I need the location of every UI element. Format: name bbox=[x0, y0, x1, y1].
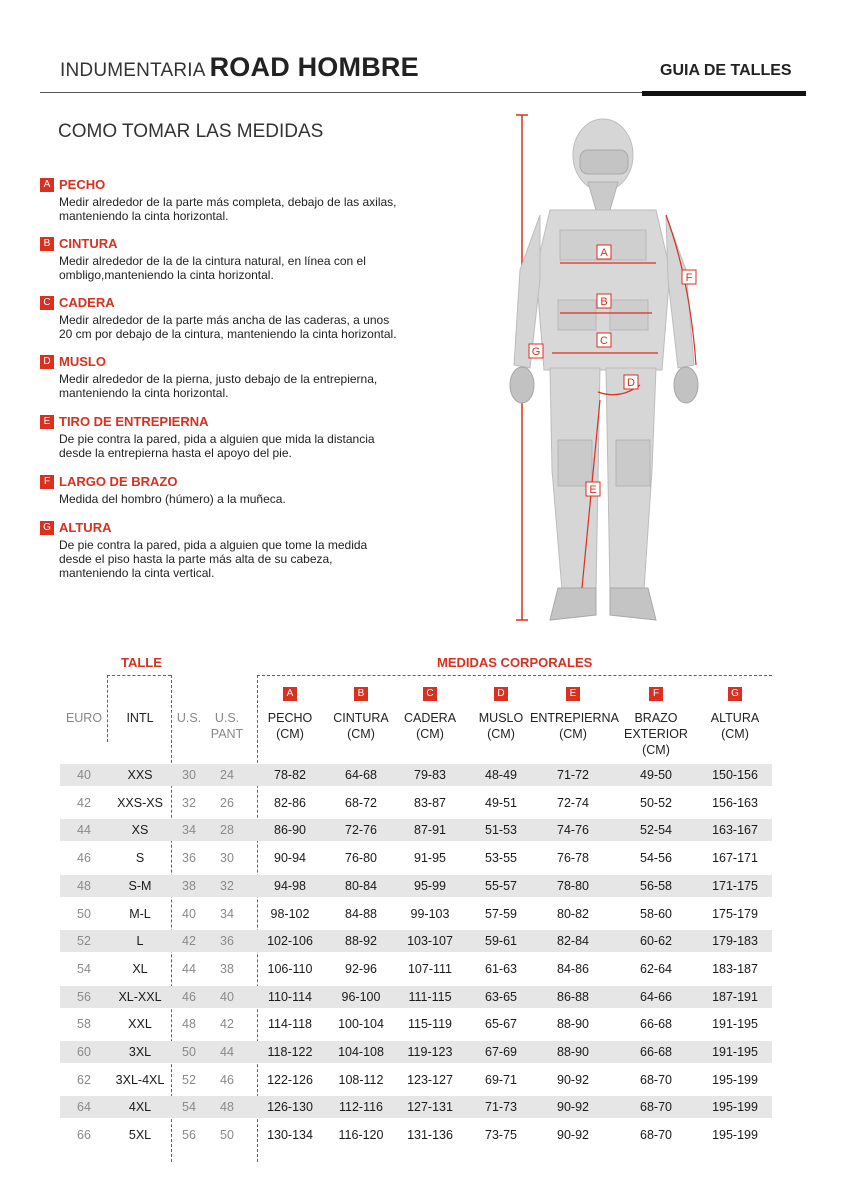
table-cell: 175-179 bbox=[712, 906, 758, 921]
table-cell: 102-106 bbox=[267, 934, 313, 949]
column-header: PECHO (CM) bbox=[267, 711, 313, 741]
column-header: CINTURA (CM) bbox=[333, 711, 389, 741]
measure-letter-badge: F bbox=[40, 475, 54, 489]
table-cell: 34 bbox=[220, 906, 234, 921]
measure-title: CINTURA bbox=[59, 236, 118, 251]
column-header: U.S. bbox=[176, 711, 202, 725]
column-letter-badge: B bbox=[354, 687, 368, 701]
table-cell: 88-92 bbox=[345, 934, 377, 949]
table-cell: 4XL bbox=[128, 1100, 152, 1115]
table-cell: 69-71 bbox=[485, 1072, 517, 1087]
table-cell: 60-62 bbox=[640, 934, 672, 949]
table-cell: 78-80 bbox=[557, 878, 589, 893]
page-title bbox=[60, 52, 419, 83]
table-cell: 112-116 bbox=[338, 1100, 384, 1115]
table-cell: 42 bbox=[182, 934, 196, 949]
divider-talle-top bbox=[107, 675, 171, 676]
table-cell: 71-73 bbox=[485, 1100, 517, 1115]
table-cell: 54-56 bbox=[640, 851, 672, 866]
table-cell: 44 bbox=[77, 823, 91, 838]
measure-description: Medir alrededor de la de la cintura natural, en línea con el ombligo,manteniendo la cinta horizontal. bbox=[59, 254, 366, 282]
table-cell: 3XL bbox=[128, 1045, 152, 1059]
table-cell: 62 bbox=[77, 1072, 91, 1087]
table-cell: 103-107 bbox=[407, 934, 453, 949]
table-cell: 61-63 bbox=[485, 961, 517, 976]
table-cell: 90-92 bbox=[557, 1100, 589, 1115]
table-cell: 130-134 bbox=[267, 1128, 313, 1143]
column-header: ENTREPIERNA (CM) bbox=[530, 711, 619, 741]
measure-description: Medir alrededor de la parte más ancha de las caderas, a unos 20 cm por debajo de la cintura, manteniendo la cinta horizontal. bbox=[59, 313, 397, 341]
table-row bbox=[60, 875, 772, 897]
table-cell: 52-54 bbox=[640, 823, 672, 838]
table-cell: L bbox=[136, 934, 144, 949]
table-row bbox=[60, 1041, 772, 1063]
table-cell: 40 bbox=[182, 906, 196, 921]
measure-description: Medir alrededor de la parte más completa, debajo de las axilas, manteniendo la cinta horizontal. bbox=[59, 195, 397, 223]
table-cell: 52 bbox=[77, 934, 91, 949]
figure-label-b: B bbox=[600, 296, 608, 308]
measure-heading bbox=[40, 354, 460, 369]
table-cell: 131-136 bbox=[407, 1128, 453, 1143]
table-cell: 123-127 bbox=[407, 1072, 453, 1087]
table-cell: 87-91 bbox=[414, 823, 446, 838]
table-cell: 187-191 bbox=[712, 989, 758, 1004]
table-cell: 58-60 bbox=[640, 906, 672, 921]
table-cell: 50-52 bbox=[640, 795, 672, 810]
table-cell: 115-119 bbox=[407, 1017, 453, 1032]
measure-heading bbox=[40, 177, 460, 192]
guide-label-bar bbox=[642, 91, 806, 96]
table-cell: 183-187 bbox=[712, 961, 758, 976]
table-row bbox=[60, 958, 772, 980]
guide-label: GUIA DE TALLES bbox=[660, 62, 792, 79]
table-cell: 60 bbox=[77, 1045, 91, 1059]
table-cell: 66-68 bbox=[640, 1017, 672, 1032]
table-cell: 38 bbox=[220, 961, 234, 976]
table-cell: 126-130 bbox=[267, 1100, 313, 1115]
rider-illustration bbox=[500, 110, 730, 635]
column-letter-badge: E bbox=[566, 687, 580, 701]
medidas-group-header: MEDIDAS CORPORALES bbox=[437, 655, 593, 670]
measure-title: LARGO DE BRAZO bbox=[59, 474, 178, 489]
title-light: INDUMENTARIA bbox=[60, 60, 206, 81]
measure-letter-badge: G bbox=[40, 521, 54, 535]
table-cell: XL bbox=[132, 961, 148, 976]
table-cell: 36 bbox=[182, 851, 196, 866]
table-cell: 62-64 bbox=[640, 961, 672, 976]
table-cell: 68-72 bbox=[345, 795, 377, 810]
table-cell: 116-120 bbox=[338, 1128, 384, 1143]
table-cell: XL-XXL bbox=[118, 989, 162, 1004]
table-cell: 54 bbox=[182, 1100, 196, 1115]
table-cell: 49-51 bbox=[485, 795, 517, 810]
table-cell: 82-86 bbox=[274, 795, 306, 810]
table-cell: 36 bbox=[220, 934, 234, 949]
measure-description: Medida del hombro (húmero) a la muñeca. bbox=[59, 492, 286, 506]
table-cell: 30 bbox=[182, 768, 196, 782]
table-cell: 56 bbox=[182, 1128, 196, 1143]
table-cell: 32 bbox=[220, 878, 234, 893]
measure-item bbox=[40, 236, 460, 282]
table-cell: 195-199 bbox=[712, 1072, 758, 1087]
table-cell: 66-68 bbox=[640, 1045, 672, 1059]
table-cell: S bbox=[135, 851, 145, 866]
table-cell: 58 bbox=[77, 1017, 91, 1032]
figure-label-a: A bbox=[600, 247, 608, 259]
column-letter-badge: D bbox=[494, 687, 508, 701]
table-cell: 86-88 bbox=[557, 989, 589, 1004]
table-cell: 5XL bbox=[128, 1128, 152, 1143]
table-cell: 66 bbox=[77, 1128, 91, 1143]
table-cell: 195-199 bbox=[712, 1128, 758, 1143]
table-cell: S-M bbox=[128, 878, 152, 893]
measure-item bbox=[40, 295, 460, 341]
column-header: EURO bbox=[65, 711, 103, 725]
table-row bbox=[60, 847, 772, 869]
table-cell: 48 bbox=[182, 1017, 196, 1032]
table-cell: 3XL-4XL bbox=[115, 1072, 165, 1087]
measure-title: MUSLO bbox=[59, 354, 106, 369]
table-cell: 42 bbox=[77, 795, 91, 810]
column-letter-badge: F bbox=[649, 687, 663, 701]
table-cell: 108-112 bbox=[338, 1072, 384, 1087]
table-cell: 84-88 bbox=[345, 906, 377, 921]
column-letter-badge: C bbox=[423, 687, 437, 701]
table-cell: 88-90 bbox=[557, 1045, 589, 1059]
table-cell: 46 bbox=[182, 989, 196, 1004]
table-cell: 191-195 bbox=[712, 1045, 758, 1059]
column-header: CADERA (CM) bbox=[403, 711, 457, 741]
table-cell: 94-98 bbox=[274, 878, 306, 893]
table-cell: 48 bbox=[220, 1100, 234, 1115]
table-cell: 30 bbox=[220, 851, 234, 866]
table-row bbox=[60, 1013, 772, 1035]
table-row bbox=[60, 792, 772, 814]
table-cell: 83-87 bbox=[414, 795, 446, 810]
table-cell: 111-115 bbox=[408, 989, 452, 1004]
table-cell: 79-83 bbox=[414, 768, 446, 782]
table-cell: 64-68 bbox=[345, 768, 377, 782]
table-cell: 84-86 bbox=[557, 961, 589, 976]
figure-label-d: D bbox=[627, 377, 635, 389]
table-cell: 73-75 bbox=[485, 1128, 517, 1143]
measure-item bbox=[40, 414, 460, 460]
table-cell: 63-65 bbox=[485, 989, 517, 1004]
table-cell: 98-102 bbox=[270, 906, 310, 921]
table-cell: 52 bbox=[182, 1072, 196, 1087]
measure-heading bbox=[40, 414, 460, 429]
table-cell: 195-199 bbox=[712, 1100, 758, 1115]
table-cell: 82-84 bbox=[557, 934, 589, 949]
figure-label-c: C bbox=[600, 335, 608, 347]
table-cell: 122-126 bbox=[267, 1072, 313, 1087]
table-cell: 51-53 bbox=[485, 823, 517, 838]
figure-label-f: F bbox=[685, 272, 693, 284]
table-cell: 100-104 bbox=[338, 1017, 384, 1032]
measure-description: De pie contra la pared, pida a alguien que mida la distancia desde la entrepierna hasta el apoyo del pie. bbox=[59, 432, 375, 460]
table-cell: 53-55 bbox=[485, 851, 517, 866]
section-title: COMO TOMAR LAS MEDIDAS bbox=[58, 121, 324, 142]
table-cell: 107-111 bbox=[407, 961, 453, 976]
measure-item bbox=[40, 520, 460, 580]
table-cell: 56 bbox=[77, 989, 91, 1004]
table-cell: 44 bbox=[182, 961, 196, 976]
measure-letter-badge: B bbox=[40, 237, 54, 251]
measure-letter-badge: A bbox=[40, 178, 54, 192]
table-cell: 49-50 bbox=[640, 768, 672, 782]
table-row bbox=[60, 986, 772, 1008]
table-cell: 64-66 bbox=[640, 989, 672, 1004]
table-cell: 171-175 bbox=[712, 878, 758, 893]
measure-heading bbox=[40, 520, 460, 535]
table-cell: 71-72 bbox=[557, 768, 589, 782]
figure-label-e: E bbox=[589, 484, 597, 496]
table-cell: 68-70 bbox=[640, 1100, 672, 1115]
table-cell: 90-92 bbox=[557, 1128, 589, 1143]
table-cell: 90-92 bbox=[557, 1072, 589, 1087]
table-cell: 65-67 bbox=[485, 1017, 517, 1032]
divider-talle-left bbox=[107, 675, 108, 742]
table-cell: 76-78 bbox=[557, 851, 589, 866]
table-cell: 28 bbox=[220, 823, 234, 838]
table-cell: 50 bbox=[182, 1045, 196, 1059]
table-cell: 24 bbox=[220, 768, 234, 782]
measure-description: De pie contra la pared, pida a alguien que tome la medida desde el piso hasta la parte más alta de su cabeza, manteniendo la cinta vertical. bbox=[59, 538, 368, 580]
measure-letter-badge: C bbox=[40, 296, 54, 310]
table-cell: 78-82 bbox=[274, 768, 306, 782]
table-cell: 40 bbox=[220, 989, 234, 1004]
measure-item bbox=[40, 177, 460, 223]
table-cell: 57-59 bbox=[485, 906, 517, 921]
table-cell: 34 bbox=[182, 823, 196, 838]
table-cell: 67-69 bbox=[485, 1045, 517, 1059]
table-cell: 55-57 bbox=[485, 878, 517, 893]
measure-item bbox=[40, 354, 460, 400]
measure-letter-badge: E bbox=[40, 415, 54, 429]
table-cell: 156-163 bbox=[712, 795, 758, 810]
talle-group-header: TALLE bbox=[121, 655, 162, 670]
table-cell: 72-76 bbox=[345, 823, 377, 838]
table-cell: 88-90 bbox=[557, 1017, 589, 1032]
table-cell: 91-95 bbox=[414, 851, 446, 866]
table-cell: 104-108 bbox=[338, 1045, 384, 1059]
rider-figure bbox=[500, 110, 730, 635]
column-header: INTL bbox=[126, 711, 154, 725]
table-cell: 40 bbox=[77, 768, 91, 782]
table-row bbox=[60, 1124, 772, 1146]
table-cell: 150-156 bbox=[712, 768, 758, 782]
measure-item bbox=[40, 474, 460, 506]
table-cell: 50 bbox=[77, 906, 91, 921]
table-row bbox=[60, 930, 772, 952]
table-cell: XS bbox=[131, 823, 149, 838]
measure-title: PECHO bbox=[59, 177, 106, 192]
measure-heading bbox=[40, 236, 460, 251]
column-header: MUSLO (CM) bbox=[478, 711, 524, 741]
measure-letter-badge: D bbox=[40, 355, 54, 369]
table-cell: XXL bbox=[128, 1017, 152, 1032]
table-cell: 127-131 bbox=[407, 1100, 453, 1115]
column-letter-badge: G bbox=[728, 687, 742, 701]
table-cell: XXS-XS bbox=[117, 795, 163, 810]
table-cell: 167-171 bbox=[712, 851, 758, 866]
table-cell: 118-122 bbox=[267, 1045, 313, 1059]
measure-title: ALTURA bbox=[59, 520, 112, 535]
table-cell: 90-94 bbox=[274, 851, 306, 866]
table-cell: 59-61 bbox=[485, 934, 517, 949]
table-cell: 44 bbox=[220, 1045, 234, 1059]
table-cell: 179-183 bbox=[712, 934, 758, 949]
table-cell: 48 bbox=[77, 878, 91, 893]
table-cell: 32 bbox=[182, 795, 196, 810]
table-row bbox=[60, 1096, 772, 1118]
column-letter-badge: A bbox=[283, 687, 297, 701]
table-cell: 68-70 bbox=[640, 1128, 672, 1143]
table-row bbox=[60, 1069, 772, 1091]
table-cell: 92-96 bbox=[345, 961, 377, 976]
table-cell: 26 bbox=[220, 795, 234, 810]
table-cell: 74-76 bbox=[557, 823, 589, 838]
table-cell: 48-49 bbox=[485, 768, 517, 782]
table-row bbox=[60, 903, 772, 925]
table-cell: 64 bbox=[77, 1100, 91, 1115]
table-cell: 80-82 bbox=[557, 906, 589, 921]
table-cell: M-L bbox=[129, 906, 151, 921]
table-cell: 38 bbox=[182, 878, 196, 893]
column-header: BRAZO EXTERIOR (CM) bbox=[624, 711, 688, 757]
measure-description: Medir alrededor de la pierna, justo debajo de la entrepierna, manteniendo la cinta horizontal. bbox=[59, 372, 378, 400]
table-cell: 46 bbox=[77, 851, 91, 866]
table-cell: 72-74 bbox=[557, 795, 589, 810]
column-header: ALTURA (CM) bbox=[710, 711, 760, 741]
table-cell: 191-195 bbox=[712, 1017, 758, 1032]
table-cell: XXS bbox=[127, 768, 153, 782]
table-cell: 76-80 bbox=[345, 851, 377, 866]
column-header: U.S. PANT bbox=[210, 711, 244, 741]
table-cell: 68-70 bbox=[640, 1072, 672, 1087]
measure-heading bbox=[40, 295, 460, 310]
divider-medidas-top bbox=[257, 675, 772, 676]
table-cell: 96-100 bbox=[341, 989, 381, 1004]
table-cell: 106-110 bbox=[267, 961, 313, 976]
table-cell: 42 bbox=[220, 1017, 234, 1032]
table-cell: 95-99 bbox=[414, 878, 446, 893]
table-cell: 110-114 bbox=[267, 989, 313, 1004]
table-cell: 54 bbox=[77, 961, 91, 976]
table-cell: 114-118 bbox=[267, 1017, 313, 1032]
table-cell: 86-90 bbox=[274, 823, 306, 838]
measure-heading bbox=[40, 474, 460, 489]
table-cell: 163-167 bbox=[712, 823, 758, 838]
table-cell: 56-58 bbox=[640, 878, 672, 893]
table-cell: 99-103 bbox=[410, 906, 450, 921]
table-cell: 80-84 bbox=[345, 878, 377, 893]
title-bold: ROAD HOMBRE bbox=[209, 52, 419, 82]
table-cell: 46 bbox=[220, 1072, 234, 1087]
measure-title: TIRO DE ENTREPIERNA bbox=[59, 414, 209, 429]
figure-label-g: G bbox=[531, 346, 541, 358]
table-row bbox=[60, 764, 772, 786]
table-row bbox=[60, 819, 772, 841]
measure-title: CADERA bbox=[59, 295, 115, 310]
table-cell: 50 bbox=[220, 1128, 234, 1143]
table-cell: 119-123 bbox=[407, 1045, 453, 1059]
